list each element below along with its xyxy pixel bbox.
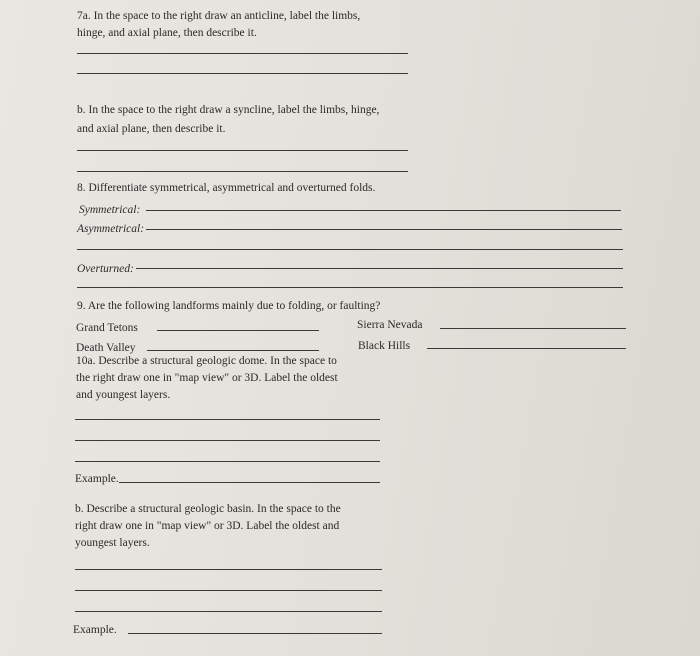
q10b-example-line[interactable] xyxy=(128,633,382,634)
q10a-answer-line-1[interactable] xyxy=(75,419,380,420)
q10a-answer-line-3[interactable] xyxy=(75,461,380,462)
q7a-text-line2: hinge, and axial plane, then describe it. xyxy=(77,27,257,39)
q9-black-hills-line[interactable] xyxy=(427,348,626,349)
q8-prompt: 8. Differentiate symmetrical, asymmetrical and overturned folds. xyxy=(77,182,376,194)
q7a-answer-line-2[interactable] xyxy=(77,73,408,74)
q9-grand-tetons-label: Grand Tetons xyxy=(76,322,138,334)
q7b-text-line1: b. In the space to the right draw a syncline, label the limbs, hinge, xyxy=(77,104,380,116)
q10b-text-line2: right draw one in "map view" or 3D. Label the oldest and xyxy=(75,520,340,532)
q10a-text-line2: the right draw one in "map view" or 3D. Label the oldest xyxy=(76,372,338,384)
q10b-answer-line-3[interactable] xyxy=(75,611,382,612)
q7b-answer-line-1[interactable] xyxy=(77,150,408,151)
q8-asymmetrical-line-2[interactable] xyxy=(77,249,623,250)
q10a-example-line[interactable] xyxy=(119,482,380,483)
q7b-text-line2: and axial plane, then describe it. xyxy=(77,123,226,135)
q9-death-valley-line[interactable] xyxy=(147,350,319,351)
q10b-text-line1: b. Describe a structural geologic basin. In the space to the xyxy=(75,503,341,515)
q9-prompt: 9. Are the following landforms mainly due to folding, or faulting? xyxy=(77,300,381,312)
q10b-answer-line-1[interactable] xyxy=(75,569,382,570)
q9-black-hills-label: Black Hills xyxy=(358,340,411,352)
q8-overturned-label: Overturned: xyxy=(77,263,134,275)
q8-overturned-line-2[interactable] xyxy=(77,287,623,288)
q10a-answer-line-2[interactable] xyxy=(75,440,380,441)
q9-death-valley-label: Death Valley xyxy=(76,342,136,354)
q8-symmetrical-line[interactable] xyxy=(146,210,621,211)
q10b-text-line3: youngest layers. xyxy=(75,537,150,549)
q7b-answer-line-2[interactable] xyxy=(77,171,408,172)
q9-grand-tetons-line[interactable] xyxy=(157,330,319,331)
q10a-text-line1: 10a. Describe a structural geologic dome. In the space to xyxy=(76,355,337,367)
q10b-example-label: Example. xyxy=(73,624,117,636)
q7a-text-line1: 7a. In the space to the right draw an anticline, label the limbs, xyxy=(77,10,361,22)
q10a-example-label: Example. xyxy=(75,473,119,485)
q8-symmetrical-label: Symmetrical: xyxy=(79,204,141,216)
q10a-text-line3: and youngest layers. xyxy=(76,389,171,401)
q9-sierra-nevada-label: Sierra Nevada xyxy=(357,319,423,331)
q8-overturned-line[interactable] xyxy=(136,268,623,269)
q8-asymmetrical-label: Asymmetrical: xyxy=(77,223,145,235)
q7a-answer-line-1[interactable] xyxy=(77,53,408,54)
q10b-answer-line-2[interactable] xyxy=(75,590,382,591)
q9-sierra-nevada-line[interactable] xyxy=(440,328,626,329)
q8-asymmetrical-line[interactable] xyxy=(146,229,622,230)
